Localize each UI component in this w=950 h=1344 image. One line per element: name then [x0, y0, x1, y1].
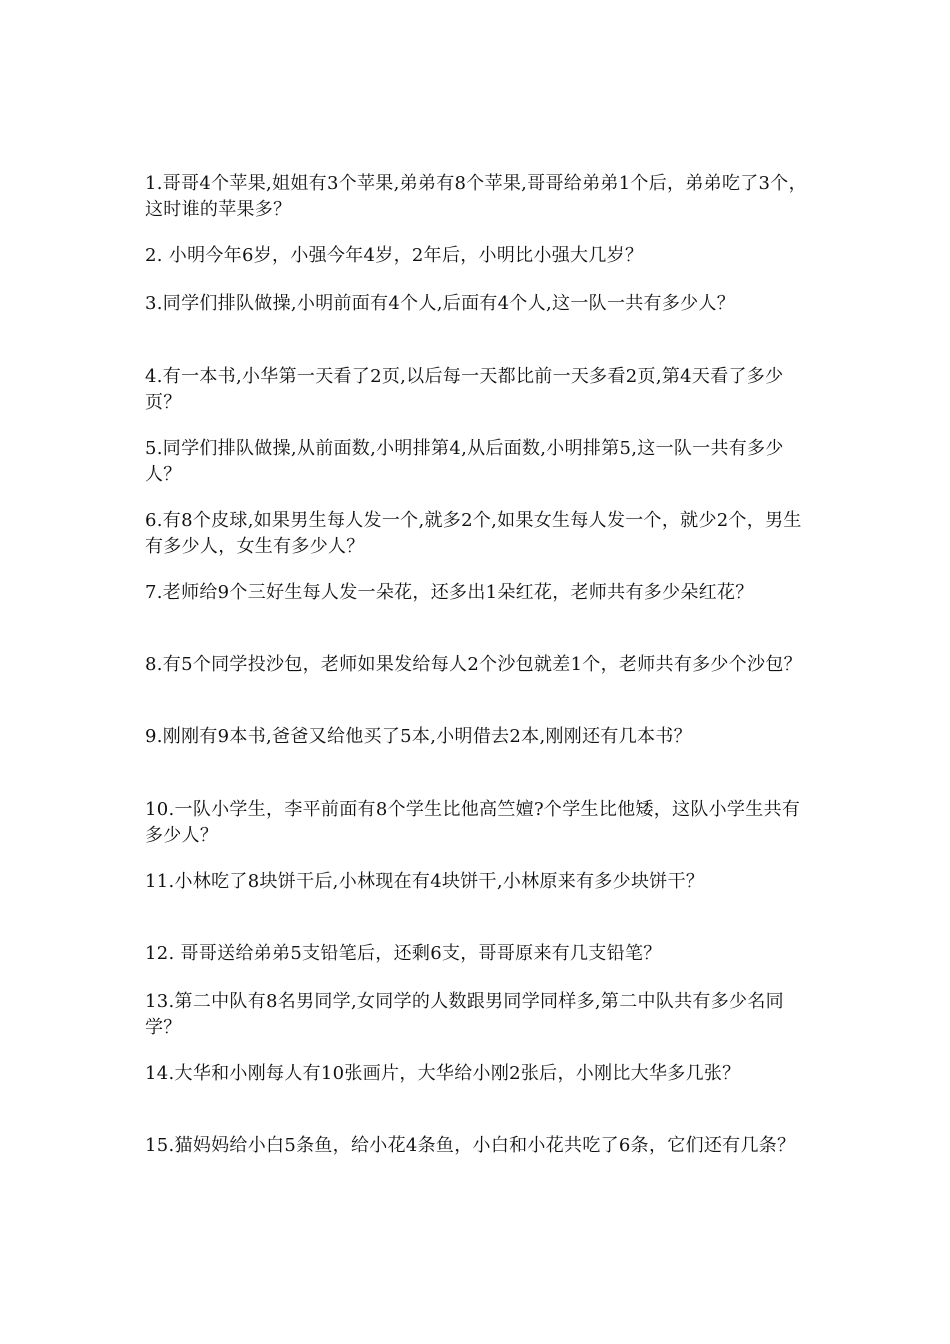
question-15: 15.猫妈妈给小白5条鱼，给小花4条鱼，小白和小花共吃了6条，它们还有几条？: [145, 1135, 796, 1156]
question-14: 14.大华和小刚每人有10张画片，大华给小刚2张后，小刚比大华多几张？: [145, 1063, 741, 1084]
question-1: 1.哥哥4个苹果,姐姐有3个苹果,弟弟有8个苹果,哥哥给弟弟1个后，弟弟吃了3个，这时谁的苹果多？: [145, 173, 807, 220]
question-5: 5.同学们排队做操,从前面数,小明排第4,从后面数,小明排第5,这一队一共有多少人？: [145, 438, 784, 485]
question-11: 11.小林吃了8块饼干后,小林现在有4块饼干,小林原来有多少块饼干？: [145, 871, 705, 892]
question-8: 8.有5个同学投沙包，老师如果发给每人2个沙包就差1个，老师共有多少个沙包？: [145, 654, 802, 675]
question-4: 4.有一本书,小华第一天看了2页,以后每一天都比前一天多看2页,第4天看了多少页？: [145, 366, 784, 413]
question-7: 7.老师给9个三好生每人发一朵花，还多出1朵红花，老师共有多少朵红花？: [145, 582, 754, 603]
question-12: 12. 哥哥送给弟弟5支铅笔后，还剩6支，哥哥原来有几支铅笔？: [145, 943, 662, 964]
question-9: 9.刚刚有9本书,爸爸又给他买了5本,小明借去2本,刚刚还有几本书？: [145, 726, 692, 747]
question-6: 6.有8个皮球,如果男生每人发一个,就多2个,如果女生每人发一个，就少2个，男生有多少人，女生有多少人？: [145, 510, 802, 557]
question-3: 3.同学们排队做操,小明前面有4个人,后面有4个人,这一队一共有多少人？: [145, 293, 736, 314]
question-10: 10.一队小学生，李平前面有8个学生比他高竺嬗?个学生比他矮，这队小学生共有多少人？: [145, 799, 801, 846]
question-13: 13.第二中队有8名男同学,女同学的人数跟男同学同样多,第二中队共有多少名同学？: [145, 991, 784, 1038]
question-2: 2. 小明今年6岁，小强今年4岁，2年后，小明比小强大几岁？: [145, 245, 644, 266]
